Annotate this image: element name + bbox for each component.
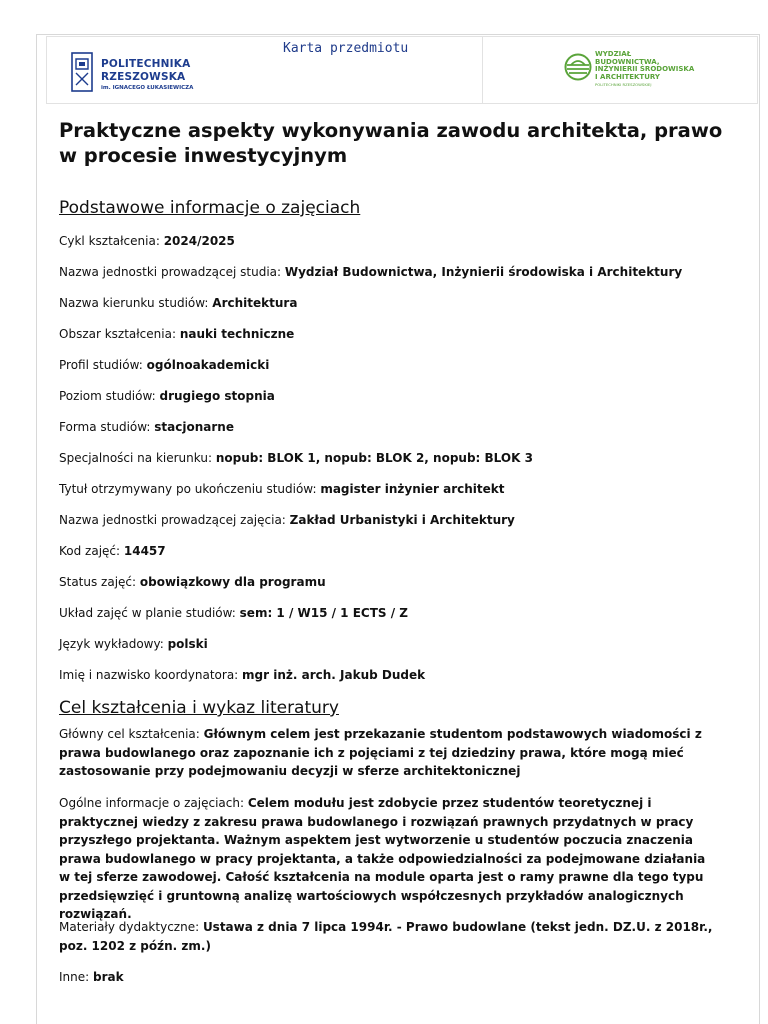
goal-label: Materiały dydaktyczne: <box>59 920 203 934</box>
info-label: Nazwa kierunku studiów: <box>59 296 213 310</box>
wydzial-emblem-icon <box>564 53 592 81</box>
info-label: Specjalności na kierunku: <box>59 451 216 465</box>
goal-paragraph <box>59 968 715 987</box>
logo-right-line3: INŻYNIERII ŚRODOWISKA <box>595 65 695 73</box>
info-label: Imię i nazwisko koordynatora: <box>59 668 243 682</box>
info-value: Zakład Urbanistyki i Architektury <box>289 513 515 527</box>
logo-left-line1: POLITECHNIKA <box>101 58 191 70</box>
info-row <box>59 574 326 590</box>
logo-left-line2: RZESZOWSKA <box>101 71 186 83</box>
info-row <box>59 326 294 342</box>
section-basic-info-heading: Podstawowe informacje o zajęciach <box>59 198 361 218</box>
logo-left-sub: im. IGNACEGO ŁUKASIEWICZA <box>101 85 194 91</box>
card-header <box>46 36 758 104</box>
info-row <box>59 450 533 466</box>
info-value: mgr inż. arch. Jakub Dudek <box>242 668 426 682</box>
info-row <box>59 264 682 280</box>
logo-right-line1: WYDZIAŁ <box>595 50 632 58</box>
info-label: Profil studiów: <box>59 358 147 372</box>
goal-value: Ustawa z dnia 7 lipca 1994r. - Prawo budowlane (tekst jedn. DZ.U. z 2018r., poz. 1202 z późn. zm.) <box>59 920 713 953</box>
logo-right-text <box>595 51 694 81</box>
goal-label: Główny cel kształcenia: <box>59 727 204 741</box>
info-label: Nazwa jednostki prowadzącej zajęcia: <box>59 513 290 527</box>
politechnika-emblem-icon <box>71 51 95 95</box>
info-row <box>59 481 504 497</box>
info-value: 14457 <box>123 544 166 558</box>
info-label: Obszar kształcenia: <box>59 327 180 341</box>
info-value: 2024/2025 <box>163 234 235 248</box>
info-label: Tytuł otrzymywany po ukończeniu studiów: <box>59 482 321 496</box>
info-label: Status zajęć: <box>59 575 140 589</box>
info-value: obowiązkowy dla programu <box>139 575 326 589</box>
info-value: ogólnoakademicki <box>146 358 270 372</box>
goal-value: brak <box>93 970 124 984</box>
info-value: polski <box>167 637 208 651</box>
info-row <box>59 419 234 435</box>
document-title: Praktyczne aspekty wykonywania zawodu architekta, prawo w procesie inwestycyjnym <box>59 119 723 167</box>
info-label: Poziom studiów: <box>59 389 160 403</box>
info-label: Forma studiów: <box>59 420 155 434</box>
info-value: stacjonarne <box>154 420 234 434</box>
info-row <box>59 388 275 404</box>
info-row <box>59 357 269 373</box>
info-value: Architektura <box>212 296 298 310</box>
goal-paragraph <box>59 794 715 924</box>
info-label: Nazwa jednostki prowadzącej studia: <box>59 265 285 279</box>
info-value: nopub: BLOK 1, nopub: BLOK 2, nopub: BLOK 3 <box>215 451 533 465</box>
info-label: Język wykładowy: <box>59 637 168 651</box>
goal-paragraph <box>59 725 715 781</box>
info-row <box>59 512 515 528</box>
info-value: Wydział Budownictwa, Inżynierii środowiska i Architektury <box>284 265 683 279</box>
goal-paragraph <box>59 918 715 955</box>
info-row <box>59 295 297 311</box>
goal-label: Ogólne informacje o zajęciach: <box>59 796 248 810</box>
goal-value: Głównym celem jest przekazanie studentom podstawowych wiadomości z prawa budowlanego oraz zapoznanie ich z pojęciami z tej dziedziny prawa, które mogą mieć zastosowanie przy podejmowaniu decyzji w sferze architektonicznej <box>59 727 702 778</box>
info-row <box>59 233 235 249</box>
info-value: drugiego stopnia <box>159 389 275 403</box>
header-divider <box>482 37 483 103</box>
section-goals-heading: Cel kształcenia i wykaz literatury <box>59 698 339 718</box>
info-row <box>59 636 208 652</box>
info-label: Układ zajęć w planie studiów: <box>59 606 240 620</box>
header-title: Karta przedmiotu <box>283 41 409 56</box>
logo-right-line4: I ARCHITEKTURY <box>595 72 660 81</box>
info-row <box>59 605 408 621</box>
info-row <box>59 667 425 683</box>
info-value: sem: 1 / W15 / 1 ECTS / Z <box>239 606 408 620</box>
info-label: Cykl kształcenia: <box>59 234 164 248</box>
info-row <box>59 543 166 559</box>
logo-right-small: POLITECHNIKI RZESZOWSKIEJ <box>595 82 652 87</box>
card-content <box>59 118 729 984</box>
logo-right-line2: BUDOWNICTWA, <box>595 57 660 66</box>
goal-label: Inne: <box>59 970 93 984</box>
info-value: nauki techniczne <box>179 327 295 341</box>
info-label: Kod zajęć: <box>59 544 124 558</box>
info-value: magister inżynier architekt <box>320 482 505 496</box>
goal-value: Celem modułu jest zdobycie przez studentów teoretycznej i praktycznej wiedzy z zakresu prawa budowlanego i rozwiązań prawnych przydatnych w pracy przyszłego projektanta. Ważnym aspektem jest wytworzenie u studentów poczucia znaczenia prawa budowlanego w pracy projektanta, a także odpowiedzialności za podejmowane działania w tej sferze zawodowej. Całość kształcenia na module oparta jest o ramy prawne dla tego typu przedsięwzięć i gruntowną analizę wartościowych współczesnych przykładów analogicznych rozwiązań. <box>59 796 706 921</box>
